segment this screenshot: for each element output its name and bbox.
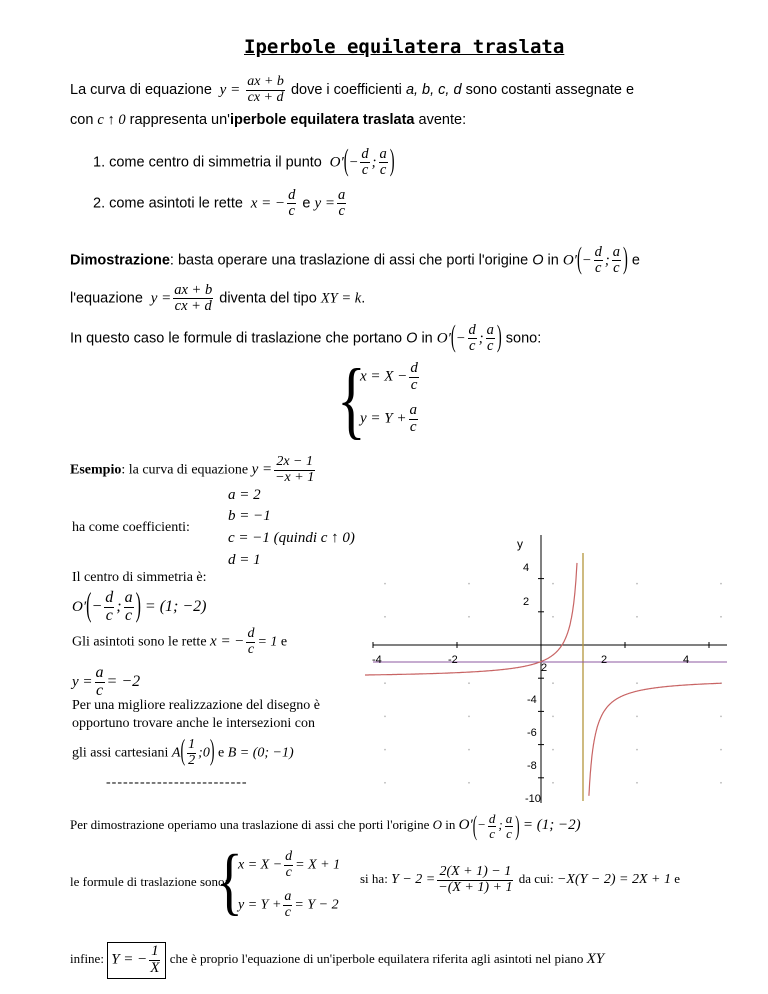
final-equation-box: Y = − $\frac{1}{X}$ <box>107 942 166 979</box>
grid-dots <box>384 583 722 803</box>
proof-O: O <box>532 252 544 269</box>
bottom-siha-line: si ha: Y − 2 = $\frac{2(X + 1) - 1}{-(X + 1) + 1}$ da cui: −X(Y − 2) = 2X + 1 e <box>360 864 681 895</box>
x-tick-label: -4 <box>372 654 382 666</box>
example-text-1: : la curva di equazione <box>121 462 249 478</box>
bottom-dacui: da cui: <box>518 871 554 887</box>
asintoto-y-value: = −2 <box>106 672 141 690</box>
x-tick-label: -2 <box>448 654 458 666</box>
coeff-d: d = 1 <box>228 552 261 568</box>
grid-dot <box>720 616 722 618</box>
grid-dot <box>384 716 386 718</box>
dash-separator: ------------------------- <box>106 775 248 790</box>
grid-dot <box>636 616 638 618</box>
coeff-b: b = −1 <box>228 508 271 524</box>
grid-dot <box>552 616 554 618</box>
asintoto-y: y = $\frac{a}{c}$ = −2 <box>72 664 141 699</box>
y-axis-label: y <box>517 537 523 551</box>
asintoti-e: e <box>280 634 288 650</box>
asintoti-text: Gli asintoti sono le rette <box>72 634 207 650</box>
x-tick-label: 2 <box>601 654 608 666</box>
grid-dot <box>636 682 638 684</box>
coeff-c: c = −1 <box>228 530 270 546</box>
intro-text-2: dove i coefficienti <box>290 82 402 99</box>
grid-dot <box>552 782 554 784</box>
list-item-1-text: 1. come centro di simmetria il punto <box>93 154 322 171</box>
intro-bold: iperbole equilatera traslata <box>229 112 415 128</box>
bottom-final-line <box>70 942 604 979</box>
intro-line-2 <box>70 112 466 129</box>
grid-dot <box>468 583 470 585</box>
grid-dot <box>720 583 722 585</box>
list-item-1: 1. come centro di simmetria il punto O′(− $\frac{d}{c}$ ; $\frac{a}{c}$ ) <box>93 144 395 179</box>
point-A: A <box>171 745 181 761</box>
grid-dot <box>552 682 554 684</box>
proof-system-eq-1: x = X − $\frac{d}{c}$ <box>360 360 418 393</box>
intro-line-1: La curva di equazione y = $\frac{ax + b}{cx + d}$ dove i coefficienti a, b, c, d sono costanti assegnate e <box>70 74 635 105</box>
grid-dot <box>720 782 722 784</box>
grid-dot <box>720 716 722 718</box>
grid-dot <box>384 616 386 618</box>
coeff-label: ha come coefficienti: <box>72 520 190 535</box>
bottom-infine: infine: <box>70 951 104 967</box>
bottom-line-1: Per dimostrazione operiamo una traslazione di assi che porti l'origine O in O′(− $\frac{d}{c}$ ; $\frac{a}{c}$ ) = (1; −2) <box>70 809 581 841</box>
y-tick-label: -6 <box>527 727 537 739</box>
intro-condition: c ↑ 0 <box>97 112 126 128</box>
per-e: e <box>218 745 225 761</box>
grid-dot <box>384 682 386 684</box>
per-line-3: gli assi cartesiani A( $\frac{1}{2}$ ;0) e B = (0; −1) <box>72 736 294 768</box>
bottom-result: −X(Y − 2) = 2X + 1 <box>556 872 671 888</box>
grid-dot <box>552 583 554 585</box>
bottom-centro-value: = (1; −2) <box>522 817 581 834</box>
hyperbola-graph <box>365 535 735 803</box>
hyperbola-branch-right <box>589 683 722 796</box>
bottom-system-eq-2: y = Y + $\frac{a}{c}$ = Y − 2 <box>238 889 339 920</box>
grid-dot <box>636 782 638 784</box>
proof-in: in <box>547 252 559 269</box>
proof-system-eq-2: y = Y + $\frac{a}{c}$ <box>360 402 417 435</box>
grid-dot <box>468 682 470 684</box>
asintoto-x-value: = 1 <box>257 634 278 650</box>
bottom-system-brace: { <box>216 839 243 924</box>
y-tick-label: 4 <box>523 562 530 574</box>
grid-dot <box>636 749 638 751</box>
grid-dot <box>552 716 554 718</box>
bottom-formule-label: le formule di traslazione sono: <box>70 874 229 889</box>
list-e: e <box>302 195 311 212</box>
coeff-c-row: c = −1 (quindi c ↑ 0) <box>228 530 355 546</box>
proof-xyk: XY = k <box>320 290 362 307</box>
hyperbola-branch-left <box>365 563 577 675</box>
intro-coefficients: a, b, c, d <box>405 82 462 99</box>
grid-dot <box>384 749 386 751</box>
example-line: Esempio: la curva di equazione y = $\frac{2x - 1}{-x + 1}$ <box>70 454 315 485</box>
proof-dot: . <box>361 290 366 307</box>
x-tick-label: 4 <box>683 654 690 666</box>
bottom-plane: XY <box>586 951 605 968</box>
y-tick-label: -10 <box>525 793 541 803</box>
proof-text-3: diventa del tipo <box>219 290 317 307</box>
grid-dot <box>636 583 638 585</box>
y-tick-label: 2 <box>541 662 548 674</box>
list-item-2: 2. come asintoti le rette x = − $\frac{d}{c}$ e y = $\frac{a}{c}$ <box>93 187 346 220</box>
intro-text-5: con <box>70 112 94 128</box>
per-line-1: Per una migliore realizzazione del disegno è <box>72 698 321 713</box>
proof-label: Dimostrazione <box>70 252 170 269</box>
bottom-text-1: Per dimostrazione operiamo una traslazione di assi che porti l'origine <box>70 817 430 833</box>
proof-text-1: : basta operare una traslazione di assi che porti l'origine <box>169 252 529 269</box>
grid-dot <box>384 583 386 585</box>
proof-text-4: In questo caso le formule di traslazione che portano <box>70 330 403 347</box>
proof-line-1: Dimostrazione: basta operare una traslazione di assi che porti l'origine O in O′(− $\frac{d}{c}$ ; $\frac{a}{c}$ ) e <box>70 242 640 277</box>
intro-text-6: rappresenta un' <box>129 112 230 128</box>
coeff-a: a = 2 <box>228 487 261 503</box>
asintoti-line: Gli asintoti sono le rette x = − $\frac{d}{c}$ = 1 e <box>72 626 288 657</box>
proof-e: e <box>631 252 640 269</box>
grid-dot <box>384 782 386 784</box>
grid-dot <box>552 749 554 751</box>
bottom-final-text: che è proprio l'equazione di un'iperbole equilatera riferita agli asintoti nel piano <box>169 951 584 967</box>
grid-dot <box>468 782 470 784</box>
intro-text-7: avente: <box>418 112 467 128</box>
y-tick-label: -4 <box>527 694 537 706</box>
bottom-O: O <box>432 817 443 833</box>
proof-line-3: In questo caso le formule di traslazione che portano O in O′(− $\frac{d}{c}$ ; $\frac{a}{c}$ ) sono: <box>70 320 542 355</box>
list-item-2-text: 2. come asintoti le rette <box>93 195 243 212</box>
proof-text-5: sono: <box>505 330 542 347</box>
grid-dot <box>720 749 722 751</box>
proof-O-2: O <box>406 330 418 347</box>
bottom-e: e <box>674 871 681 887</box>
centro-value: = (1; −2) <box>144 597 207 615</box>
grid-dot <box>468 716 470 718</box>
proof-system-brace: { <box>337 351 366 448</box>
grid-dot <box>468 749 470 751</box>
per-line-2: opportuno trovare anche le intersezioni con <box>72 716 315 731</box>
coeff-quindi: quindi c ↑ 0 <box>278 530 350 546</box>
intro-text-1: La curva di equazione <box>70 82 212 99</box>
grid-dot <box>468 616 470 618</box>
bottom-in: in <box>445 817 456 833</box>
bottom-siha: si ha: <box>360 871 388 887</box>
y-tick-label: -8 <box>527 760 537 772</box>
proof-text-2: l'equazione <box>70 290 143 307</box>
example-label: Esempio <box>70 462 122 478</box>
bottom-system-eq-1: x = X − $\frac{d}{c}$ = X + 1 <box>238 849 341 880</box>
point-B: B = (0; −1) <box>227 745 294 761</box>
page-title: Iperbole equilatera traslata <box>244 36 565 58</box>
y-tick-label: 2 <box>523 596 530 608</box>
centro-formula: O′(− $\frac{d}{c}$ ; $\frac{a}{c}$ ) = (1; −2) <box>72 588 207 625</box>
intro-text-4: sono costanti assegnate e <box>465 82 635 99</box>
proof-in-2: in <box>421 330 433 347</box>
proof-line-2: l'equazione y = $\frac{ax + b}{cx + d}$ diventa del tipo XY = k. <box>70 282 366 315</box>
grid-dot <box>636 716 638 718</box>
per-text-3: gli assi cartesiani <box>72 745 169 761</box>
centro-label: Il centro di simmetria è: <box>72 570 207 585</box>
